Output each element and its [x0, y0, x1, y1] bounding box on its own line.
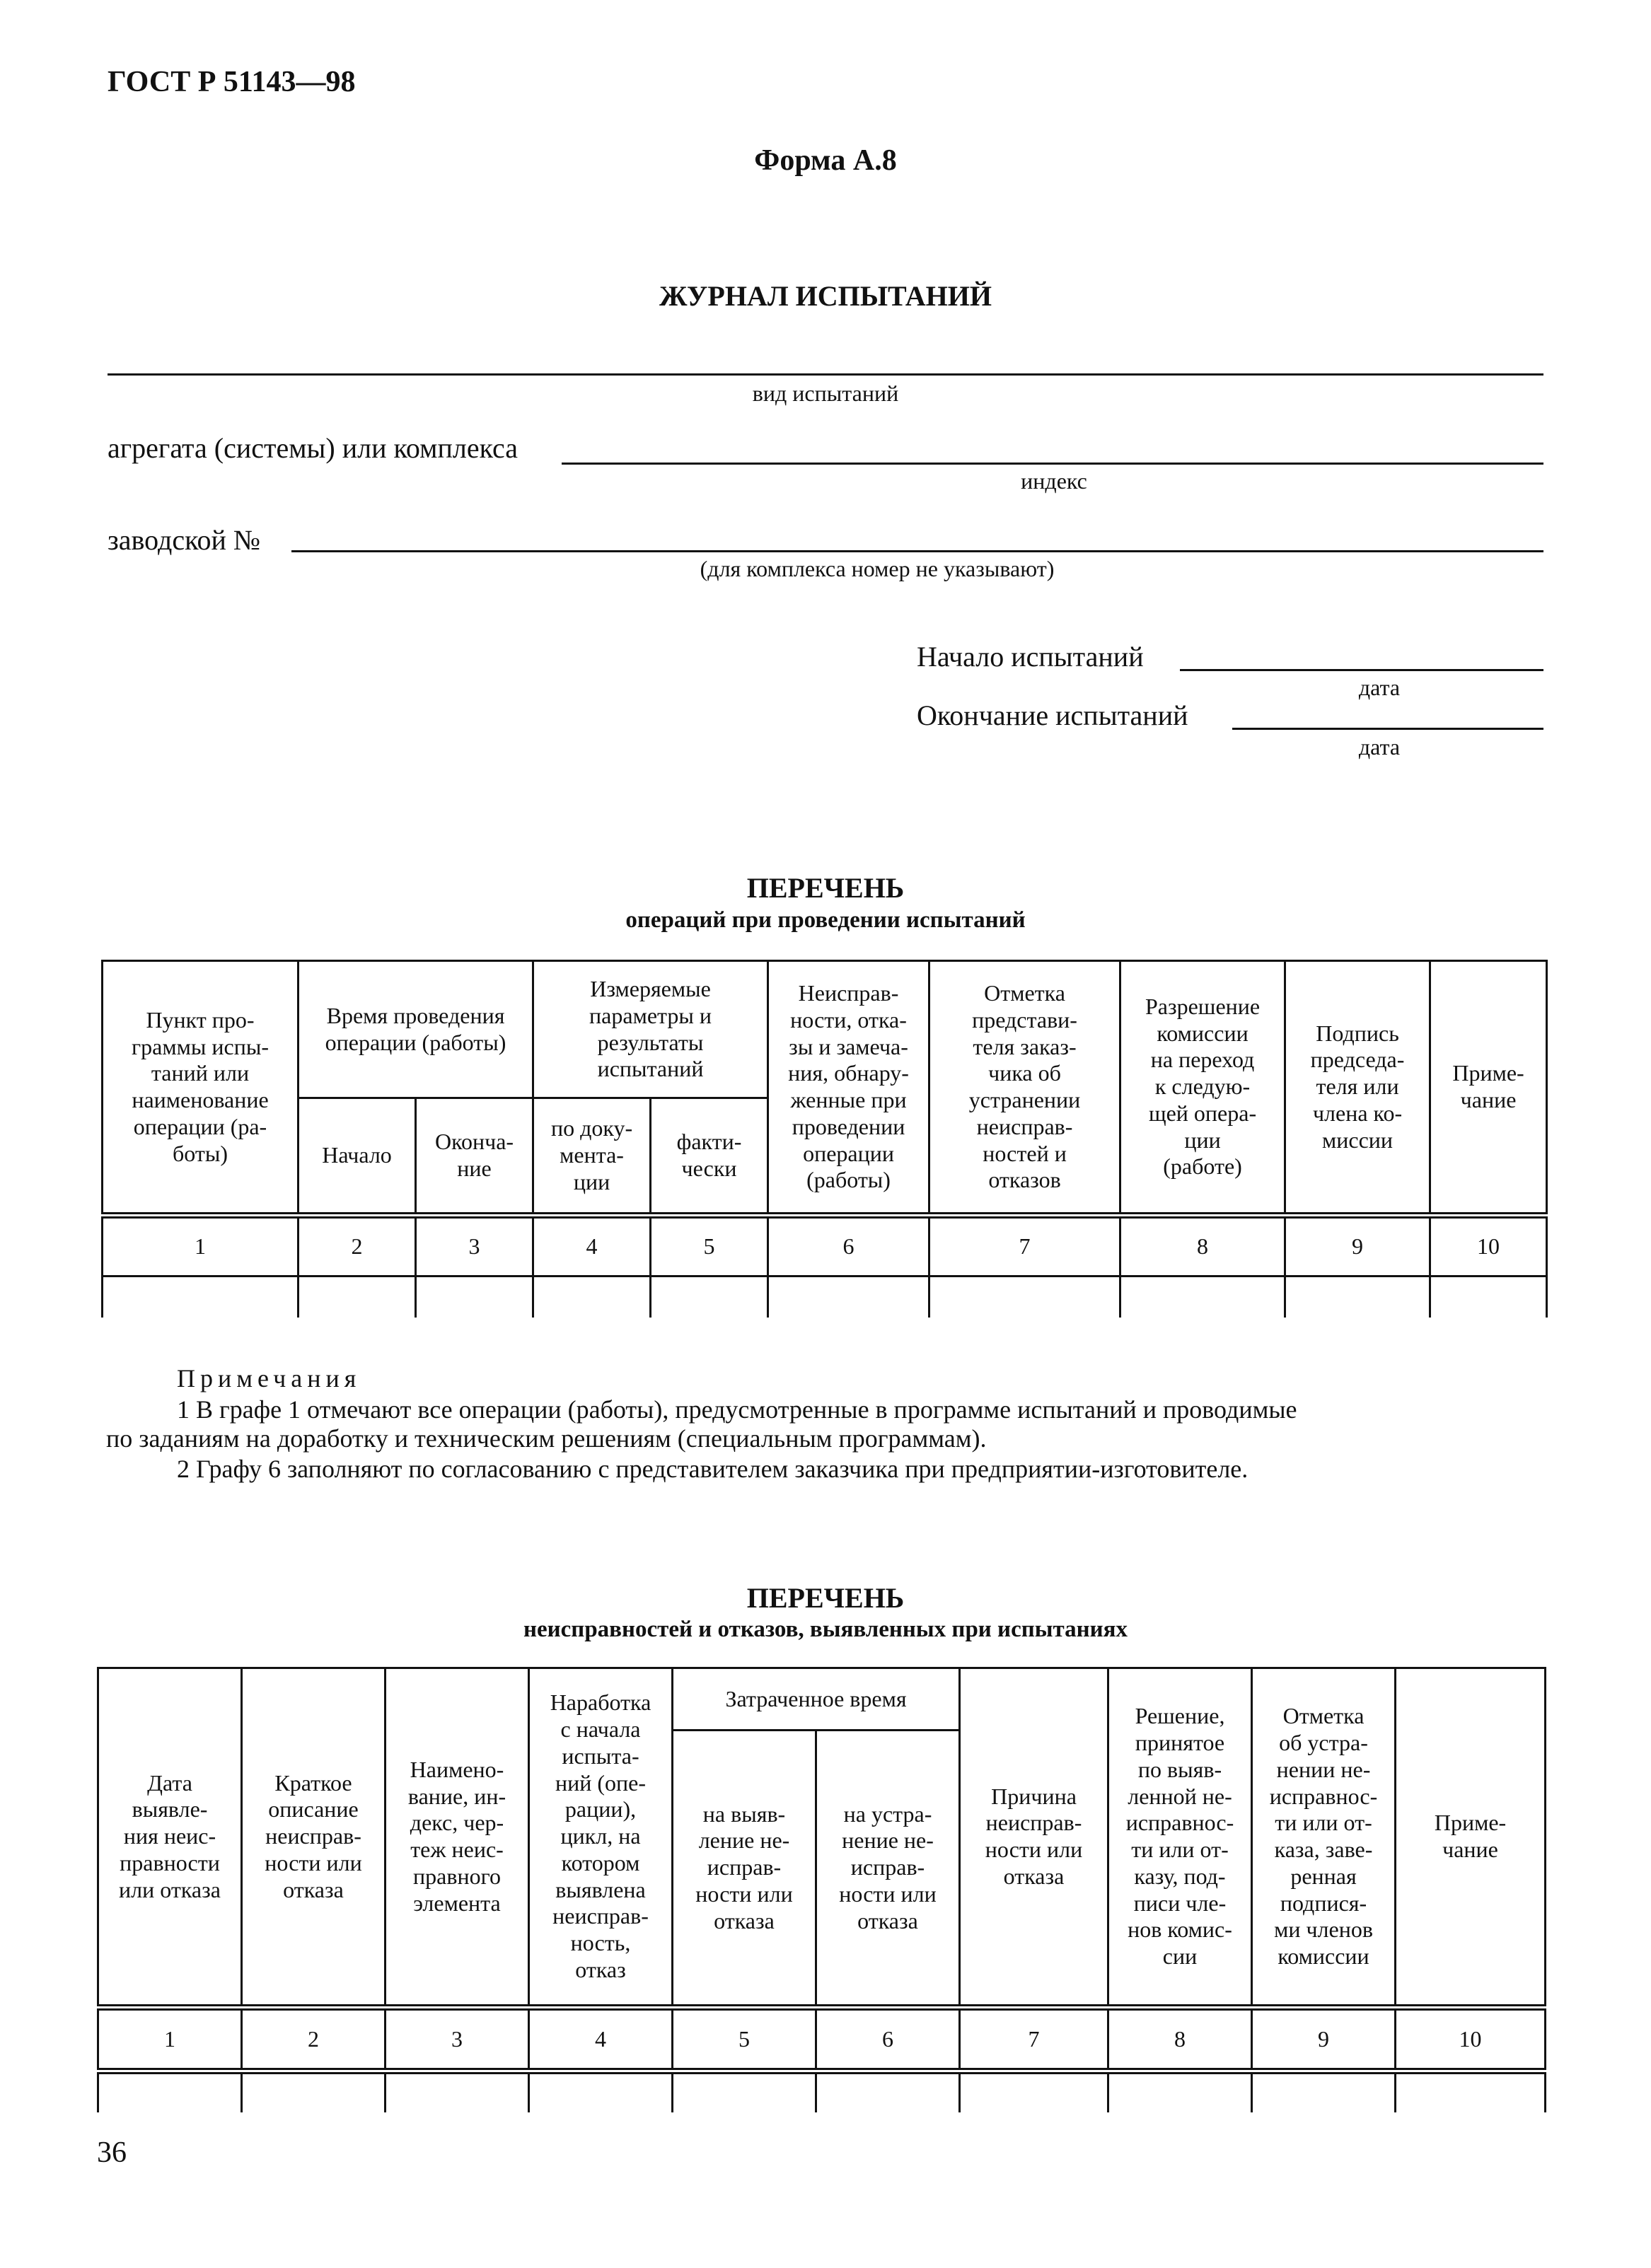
t1-header-col3: Оконча- ние: [416, 1098, 533, 1216]
t2-header-col4: Наработка с начала испыта- ний (опе- рации), цикл, на котором выявлена неисправ- ность, отказ: [529, 1668, 673, 2008]
start-date-caption: дата: [1358, 675, 1401, 700]
t2-header-col7: Причина неисправ- ности или отказа: [960, 1668, 1108, 2008]
t2-entry-cell[interactable]: [1252, 2071, 1396, 2112]
test-type-caption: вид испытаний: [752, 380, 899, 406]
t1-header-col10: Приме- чание: [1430, 961, 1547, 1216]
t1-entry-cell[interactable]: [1120, 1277, 1285, 1318]
notes-heading: Примечания: [177, 1364, 361, 1392]
t2-header-time-spent: Затраченное время: [673, 1668, 960, 1731]
note-1-line-2: по заданиям на доработку и техническим решениям (специальным программам).: [106, 1424, 987, 1453]
start-date-line[interactable]: [1180, 669, 1543, 671]
t2-header-col1: Дата выявле- ния неис- правности или отказа: [98, 1668, 242, 2008]
t1-header-params: Измеряемые параметры и результаты испытаний: [533, 961, 768, 1098]
t2-entry-cell[interactable]: [529, 2071, 673, 2112]
start-label: Начало испытаний: [917, 641, 1144, 673]
t2-header-col10: Приме- чание: [1396, 1668, 1546, 2008]
t2-entry-cell[interactable]: [98, 2071, 242, 2112]
t1-entry-cell[interactable]: [1285, 1277, 1430, 1318]
t1-entry-cell[interactable]: [929, 1277, 1120, 1318]
serial-caption: (для комплекса номер не указывают): [700, 556, 1055, 581]
t1-col-number: 2: [299, 1216, 416, 1277]
t1-header-col1: Пункт про- граммы испы- таний или наименование операции (ра- боты): [103, 961, 299, 1216]
t1-header-col6: Неиспрaв- ности, отка- зы и замеча- ния, обнару- женные при проведении операции (работы): [768, 961, 929, 1216]
t1-header-col7: Отметка представи- теля заказ- чика об устранении неисправ- ностей и отказов: [929, 961, 1120, 1216]
test-type-line[interactable]: [108, 373, 1543, 376]
table1-subtitle: операций при проведении испытаний: [625, 907, 1026, 933]
t1-entry-cell[interactable]: [651, 1277, 768, 1318]
unit-label: агрегата (системы) или комплекса: [108, 432, 519, 464]
journal-title: ЖУРНАЛ ИСПЫТАНИЙ: [659, 280, 992, 312]
t1-col-number: 7: [929, 1216, 1120, 1277]
table1-title: ПЕРЕЧЕНЬ: [746, 872, 905, 904]
operations-table: [101, 960, 1548, 1318]
t2-col-number: 9: [1252, 2008, 1396, 2071]
t2-header-col9: Отметка об устра- нении не- исправнос- ти или от- каза, заве- ренная подпися- ми членов комиссии: [1252, 1668, 1396, 2008]
table2-subtitle: неисправностей и отказов, выявленных при испытаниях: [523, 1617, 1128, 1642]
t2-header-col6: на устра- нение не- исправ- ности или отказа: [816, 1731, 960, 2008]
t1-header-col4: по доку- мента- ции: [533, 1098, 651, 1216]
t1-col-number: 6: [768, 1216, 929, 1277]
t2-col-number: 8: [1108, 2008, 1252, 2071]
table2-title: ПЕРЕЧЕНЬ: [746, 1582, 905, 1614]
t2-entry-cell[interactable]: [1108, 2071, 1252, 2112]
t2-col-number: 1: [98, 2008, 242, 2071]
unit-index-line[interactable]: [562, 463, 1543, 465]
t1-entry-cell[interactable]: [533, 1277, 651, 1318]
serial-label: заводской №: [108, 524, 261, 556]
t2-col-number: 7: [960, 2008, 1108, 2071]
t1-header-col2: Начало: [299, 1098, 416, 1216]
t2-entry-cell[interactable]: [1396, 2071, 1546, 2112]
end-date-line[interactable]: [1232, 728, 1543, 730]
form-title: Форма А.8: [754, 144, 897, 177]
t1-col-number: 9: [1285, 1216, 1430, 1277]
t2-col-number: 5: [673, 2008, 816, 2071]
t2-entry-cell[interactable]: [673, 2071, 816, 2112]
serial-number-line[interactable]: [291, 550, 1543, 552]
t1-col-number: 10: [1430, 1216, 1547, 1277]
t2-entry-cell[interactable]: [960, 2071, 1108, 2112]
t2-entry-cell[interactable]: [386, 2071, 529, 2112]
t2-col-number: 3: [386, 2008, 529, 2071]
t1-col-number: 3: [416, 1216, 533, 1277]
end-label: Окончание испытаний: [917, 699, 1188, 731]
t2-header-col5: на выяв- ление не- исправ- ности или отказа: [673, 1731, 816, 2008]
t1-header-col5: факти- чески: [651, 1098, 768, 1216]
index-caption: индекс: [1021, 468, 1087, 494]
t2-col-number: 4: [529, 2008, 673, 2071]
note-1-line-1: 1 В графе 1 отмечают все операции (работы), предусмотренные в программе испытаний и проводимые: [177, 1395, 1297, 1424]
document-code: ГОСТ Р 51143—98: [108, 66, 356, 98]
t1-col-number: 4: [533, 1216, 651, 1277]
t2-header-col2: Краткое описание неисправ- ности или отказа: [242, 1668, 386, 2008]
t2-entry-cell[interactable]: [242, 2071, 386, 2112]
t1-entry-cell[interactable]: [299, 1277, 416, 1318]
t1-col-number: 5: [651, 1216, 768, 1277]
t1-entry-cell[interactable]: [103, 1277, 299, 1318]
page-number: 36: [97, 2136, 127, 2169]
t2-entry-cell[interactable]: [816, 2071, 960, 2112]
t2-header-col3: Наимено- вание, ин- декс, чер- теж неис- правного элемента: [386, 1668, 529, 2008]
note-2: 2 Графу 6 заполняют по согласованию с представителем заказчика при предприятии-изготовителе.: [177, 1455, 1249, 1483]
t1-entry-cell[interactable]: [768, 1277, 929, 1318]
t1-header-col8: Разрешение комиссии на переход к следую- щей опера- ции (работе): [1120, 961, 1285, 1216]
t2-col-number: 2: [242, 2008, 386, 2071]
t1-entry-cell[interactable]: [416, 1277, 533, 1318]
t2-col-number: 10: [1396, 2008, 1546, 2071]
t2-col-number: 6: [816, 2008, 960, 2071]
t1-col-number: 1: [103, 1216, 299, 1277]
faults-table: [97, 1667, 1546, 2112]
t1-entry-cell[interactable]: [1430, 1277, 1547, 1318]
t1-header-time: Время проведения операции (работы): [299, 961, 533, 1098]
t2-header-col8: Решение, принятое по выяв- ленной не- исправнос- ти или от- казу, под- писи чле- нов комис- сии: [1108, 1668, 1252, 2008]
t1-col-number: 8: [1120, 1216, 1285, 1277]
t1-header-col9: Подпись председа- теля или члена ко- миссии: [1285, 961, 1430, 1216]
end-date-caption: дата: [1358, 734, 1401, 760]
